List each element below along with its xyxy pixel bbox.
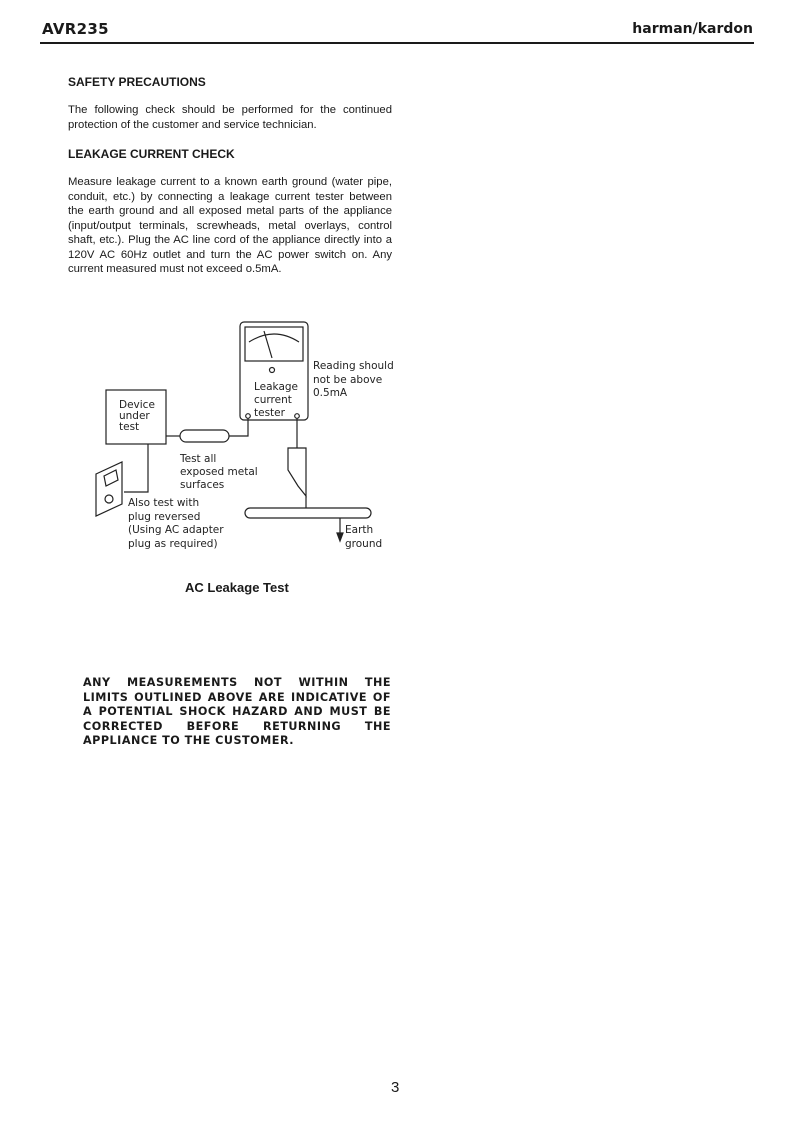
diagram-caption: AC Leakage Test [185, 580, 289, 595]
plug-icon [104, 470, 118, 486]
also-test-label-3: (Using AC adapter [128, 524, 224, 536]
page-number: 3 [391, 1079, 400, 1096]
wall-outlet [96, 462, 122, 516]
document-model: AVR235 [42, 20, 109, 38]
device-label-3: test [119, 421, 140, 433]
probe-wire [229, 418, 248, 436]
safety-paragraph: The following check should be performed for the continued protection of the customer and service technician. [68, 104, 392, 131]
meter-scale [249, 334, 299, 342]
test-probe [180, 430, 229, 442]
ground-arrow-icon [337, 533, 343, 541]
meter-knob [270, 368, 275, 373]
earth-ground-pipe [245, 508, 371, 518]
reading-label-1: Reading should [313, 360, 394, 372]
tester-label-2: current [254, 394, 292, 406]
earth-label-2: ground [345, 538, 383, 550]
test-all-label-1: Test all [180, 453, 217, 465]
reading-label-2: not be above [313, 374, 383, 386]
device-label-2: under [119, 410, 150, 422]
tester-label-3: tester [254, 407, 285, 419]
brand-logo: harman/kardon [632, 21, 753, 37]
also-test-label-2: plug reversed [128, 511, 201, 523]
test-all-label-2: exposed metal [180, 466, 258, 478]
earth-label-1: Earth [345, 524, 374, 536]
safety-heading: SAFETY PRECAUTIONS [68, 75, 206, 89]
meter-face [245, 327, 303, 361]
power-cord [124, 444, 148, 492]
tester-terminal-left [246, 414, 251, 419]
outlet-socket-icon [105, 495, 113, 503]
tester-label-1: Leakage [254, 381, 299, 393]
tester-terminal-right [295, 414, 300, 419]
test-all-label-3: surfaces [180, 479, 225, 491]
ground-clamp [288, 448, 306, 496]
also-test-label-4: plug as required) [128, 538, 218, 550]
device-label-1: Device [119, 399, 155, 411]
warning-notice: ANY MEASUREMENTS NOT WITHIN THE LIMITS OUTLINED ABOVE ARE INDICATIVE OF A POTENTIAL SHOCK HAZARD AND MUST BE CORRECTED BEFORE RETURNING THE APPLIANCE TO THE CUSTOMER. [83, 676, 391, 748]
leakage-paragraph: Measure leakage current to a known earth ground (water pipe, conduit, etc.) by connecting a leakage current tester between the earth ground and all exposed metal parts of the appliance (input/output terminals, screwheads, metal overlays, control shaft, etc.). Plug the AC line cord of the appliance directly into a 120V AC 60Hz outlet and turn the AC power switch on. Any current measured must not exceed o.5mA. [68, 176, 392, 275]
reading-label-3: 0.5mA [313, 387, 348, 399]
leakage-heading: LEAKAGE CURRENT CHECK [68, 147, 235, 161]
also-test-label-1: Also test with [128, 497, 200, 509]
diagram-labels [119, 360, 394, 550]
